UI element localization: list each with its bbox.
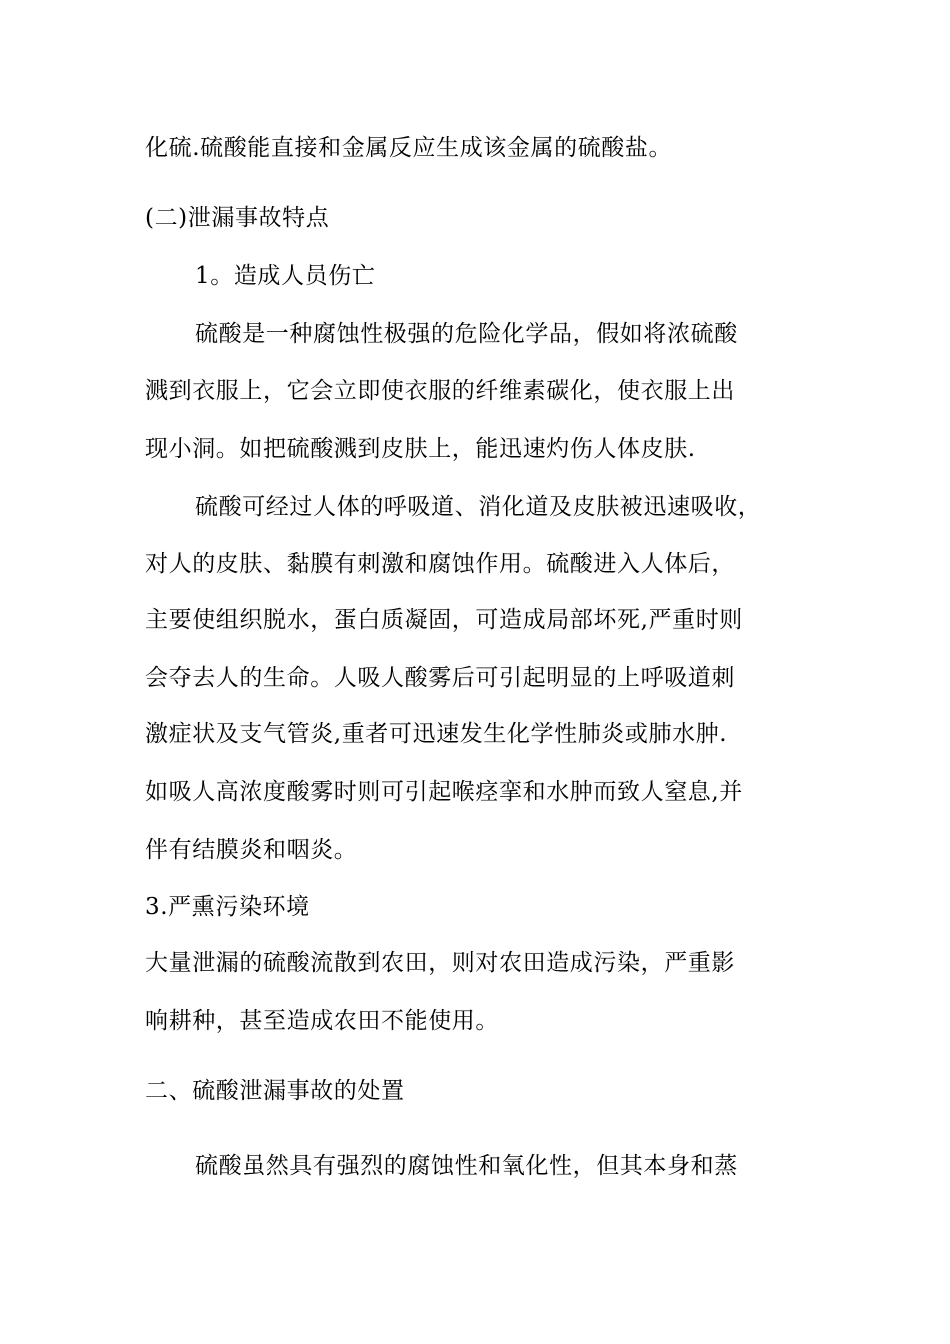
paragraph-line: 溅到衣服上，它会立即使衣服的纤维素碳化，使衣服上出 (145, 378, 735, 404)
paragraph-line: 硫酸虽然具有强烈的腐蚀性和氧化性，但其本身和蒸 (195, 1153, 738, 1179)
subsection-heading: 1。造成人员伤亡 (195, 263, 376, 289)
paragraph-line: 响耕种，甚至造成农田不能使用。 (145, 1008, 499, 1034)
paragraph-line: 激症状及支气管炎,重者可迅速发生化学性肺炎或肺水肿. (145, 721, 728, 747)
paragraph-line: 化硫.硫酸能直接和金属反应生成该金属的硫酸盐。 (145, 135, 673, 161)
paragraph-line: 现小洞。如把硫酸溅到皮肤上，能迅速灼伤人体皮肤. (145, 436, 696, 462)
section-heading: 二、硫酸泄漏事故的处置 (145, 1078, 405, 1104)
paragraph-line: 大量泄漏的硫酸流散到农田，则对农田造成污染，严重影 (145, 950, 735, 976)
section-heading: (二)泄漏事故特点 (145, 205, 330, 231)
paragraph-line: 如吸人高浓度酸雾时则可引起喉痉挛和水肿而致人窒息,并 (145, 779, 743, 805)
paragraph-line: 硫酸是一种腐蚀性极强的危险化学品，假如将浓硫酸 (195, 321, 738, 347)
paragraph-line: 硫酸可经过人体的呼吸道、消化道及皮肤被迅速吸收， (195, 494, 762, 520)
paragraph-line: 会夺去人的生命。人吸人酸雾后可引起明显的上呼吸道刺 (145, 665, 735, 691)
paragraph-line: 主要使组织脱水，蛋白质凝固，可造成局部坏死,严重时则 (145, 607, 743, 633)
subsection-heading: 3.严熏污染环境 (145, 894, 310, 920)
paragraph-line: 对人的皮肤、黏膜有刺激和腐蚀作用。硫酸进入人体后， (145, 551, 735, 577)
paragraph-line: 伴有结膜炎和咽炎。 (145, 837, 358, 863)
